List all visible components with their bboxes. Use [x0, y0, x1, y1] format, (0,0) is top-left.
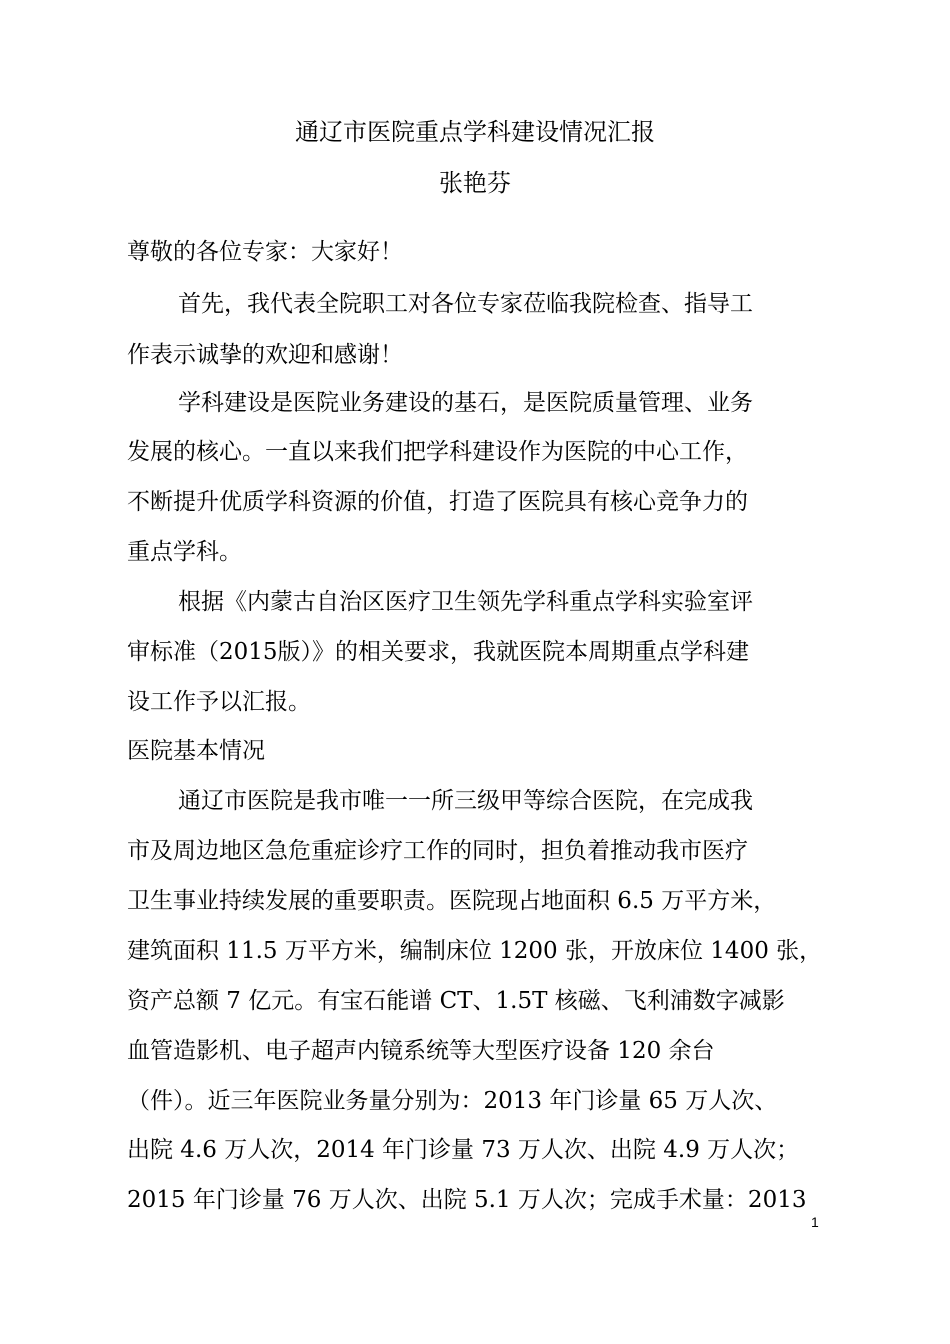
text-line: 通辽市医院是我市唯一一所三级甲等综合医院，在完成我	[178, 788, 753, 814]
text-line-salutation: 尊敬的各位专家：大家好！	[127, 239, 403, 265]
text-line: 作表示诚挚的欢迎和感谢！	[127, 342, 403, 368]
text-line: 2015 年门诊量 76 万人次、出院 5.1 万人次；完成手术量：2013	[127, 1187, 807, 1213]
text-line: 卫生事业持续发展的重要职责。医院现占地面积 6.5 万平方米，	[127, 888, 777, 914]
text-line: 重点学科。	[127, 539, 242, 565]
document-title: 通辽市医院重点学科建设情况汇报	[295, 118, 655, 146]
text-line: 建筑面积 11.5 万平方米，编制床位 1200 张，开放床位 1400 张，	[127, 938, 823, 964]
text-line: 不断提升优质学科资源的价值，打造了医院具有核心竞争力的	[127, 489, 748, 515]
text-line: 首先，我代表全院职工对各位专家莅临我院检查、指导工	[178, 291, 753, 317]
text-line: 审标准（2015版）》的相关要求，我就医院本周期重点学科建	[127, 639, 750, 665]
text-line: 资产总额 7 亿元。有宝石能谱 CT、1.5T 核磁、飞利浦数字减影	[127, 988, 785, 1014]
section-heading: 医院基本情况	[127, 738, 265, 764]
text-line: 血管造影机、电子超声内镜系统等大型医疗设备 120 余台	[127, 1038, 715, 1064]
text-line: 学科建设是医院业务建设的基石，是医院质量管理、业务	[178, 390, 753, 416]
text-line: 出院 4.6 万人次，2014 年门诊量 73 万人次、出院 4.9 万人次；	[127, 1137, 800, 1163]
text-line: 市及周边地区急危重症诊疗工作的同时，担负着推动我市医疗	[127, 838, 748, 864]
document-author: 张艳芬	[439, 169, 511, 197]
text-line: （件）。近三年医院业务量分别为：2013 年门诊量 65 万人次、	[127, 1088, 778, 1114]
text-line: 发展的核心。一直以来我们把学科建设作为医院的中心工作，	[127, 439, 748, 465]
page-number: 1	[811, 1214, 819, 1230]
text-line: 设工作予以汇报。	[127, 689, 311, 715]
text-line: 根据《内蒙古自治区医疗卫生领先学科重点学科实验室评	[178, 589, 753, 615]
